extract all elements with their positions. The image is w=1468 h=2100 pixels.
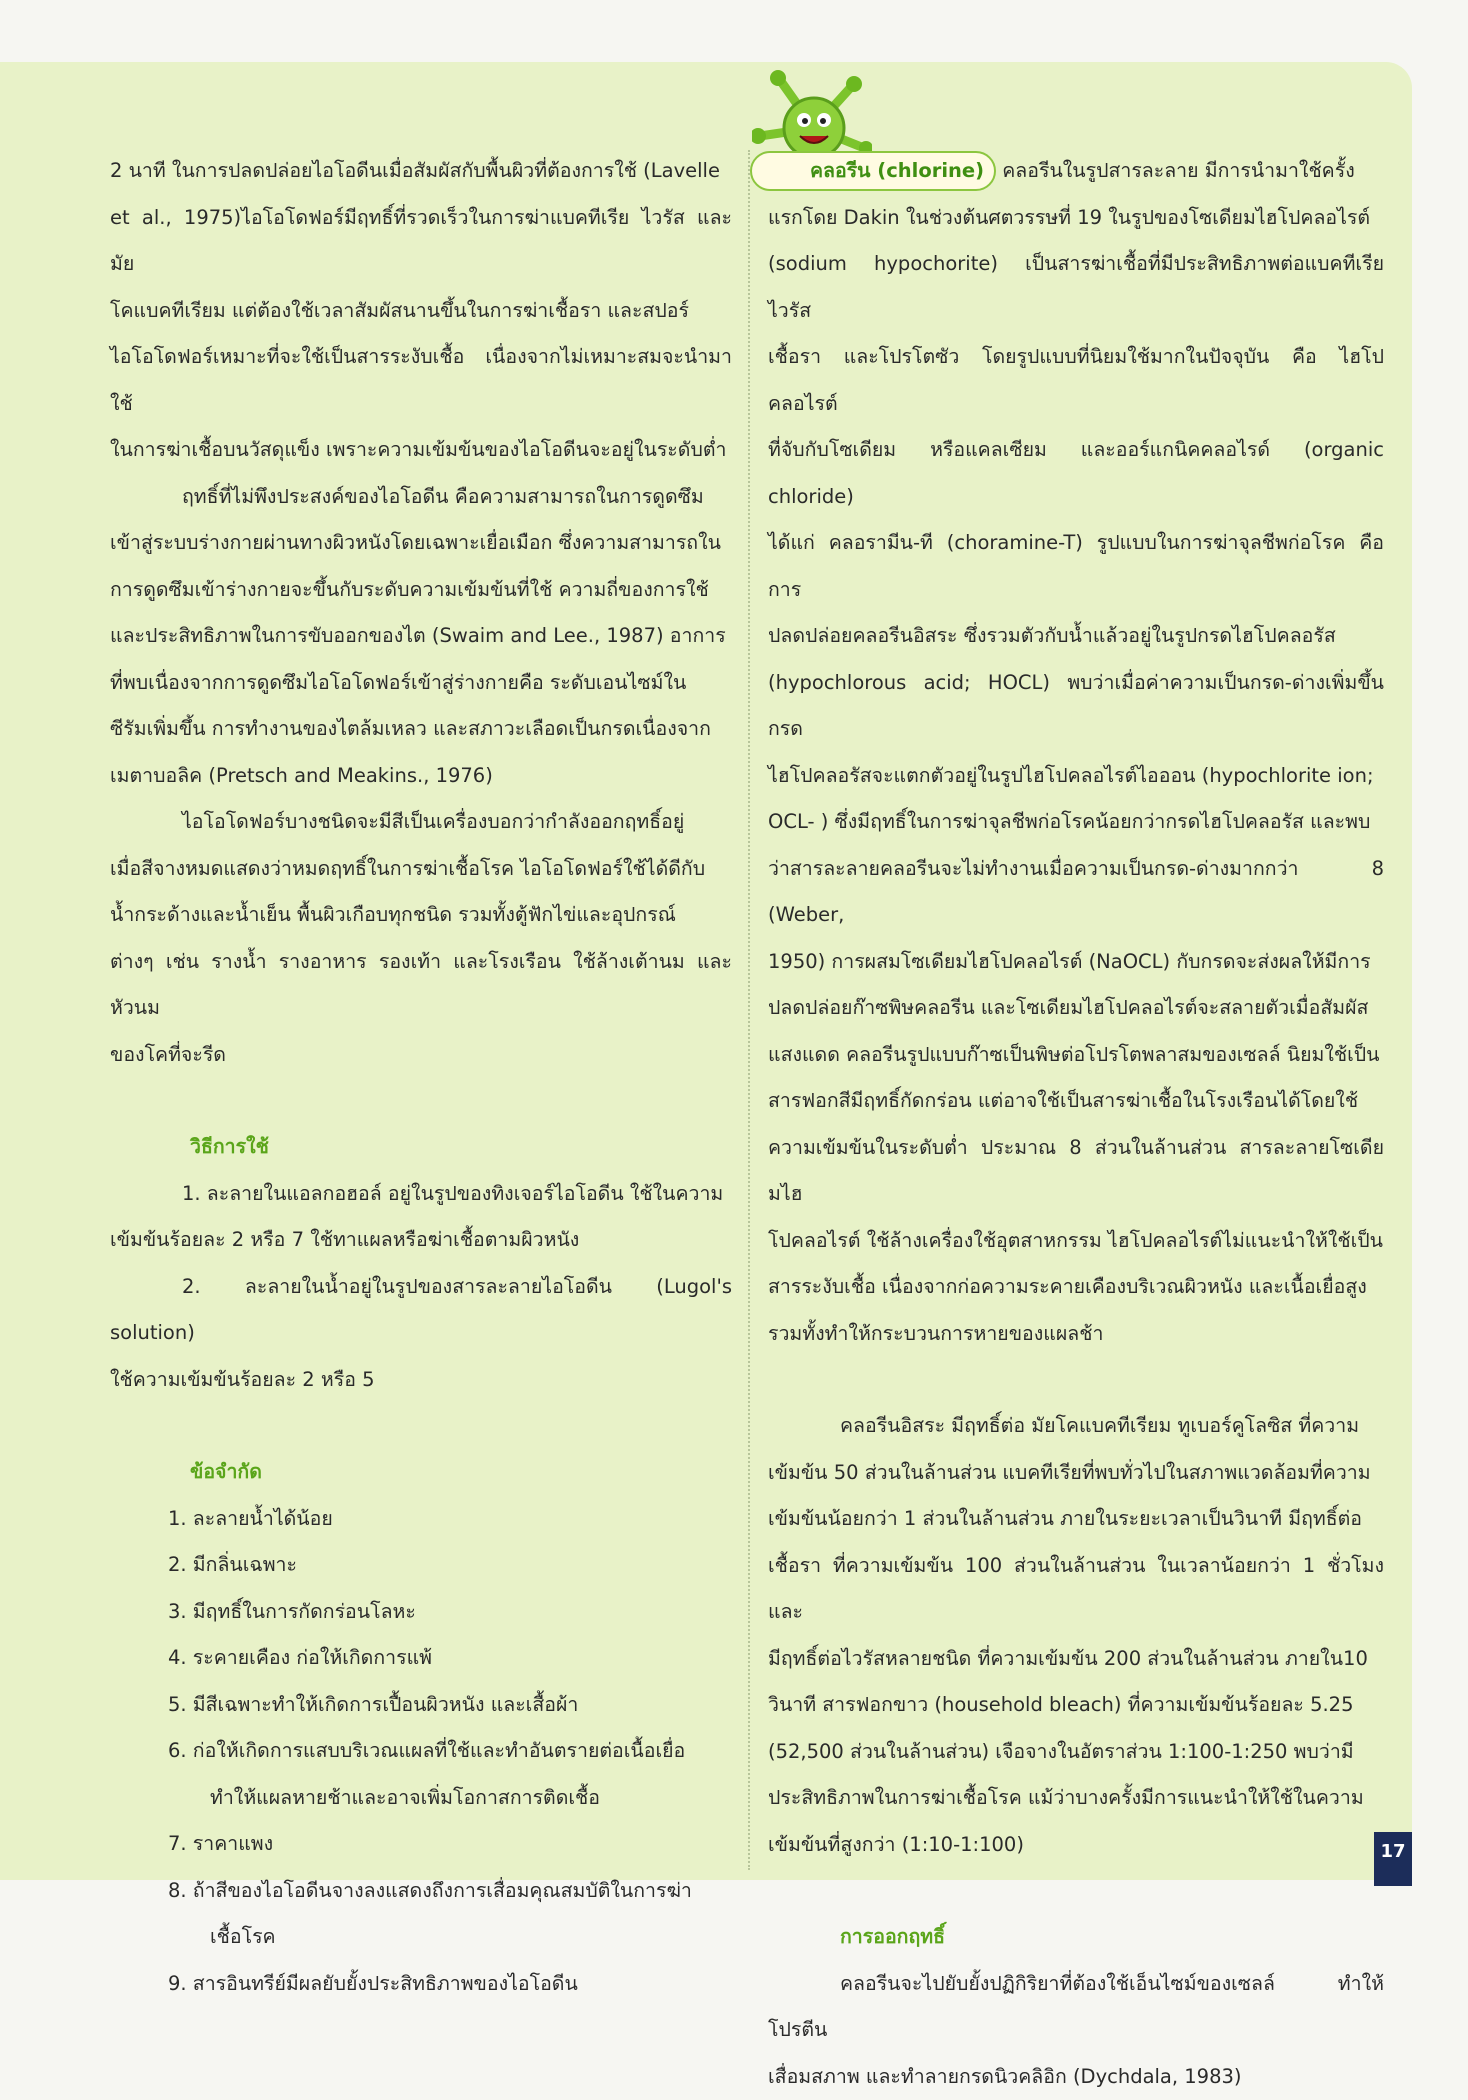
limit-item: ทำให้แผลหายช้าและอาจเพิ่มโอกาสการติดเชื้อ	[110, 1775, 732, 1822]
chlorine-line: ปลดปล่อยก๊าซพิษคลอรีน และโซเดียมไฮโปคลอไรต์จะสลายตัวเมื่อสัมผัส	[768, 985, 1384, 1032]
limit-item: 6. ก่อให้เกิดการแสบบริเวณแผลที่ใช้และทำอันตรายต่อเนื้อเยื่อ	[110, 1728, 732, 1775]
page-number: 17	[1374, 1832, 1412, 1886]
action-heading: การออกฤทธิ์	[768, 1914, 1384, 1961]
indicator-line: ไอโอโดฟอร์บางชนิดจะมีสีเป็นเครื่องบอกว่ากำลังออกฤทธิ์อยู่	[110, 799, 732, 846]
chlorine-line: เชื้อรา และโปรโตซัว โดยรูปแบบที่นิยมใช้มากในปัจจุบัน คือ ไฮโปคลอไรต์	[768, 334, 1384, 427]
chlorine-line: OCL- ) ซึ่งมีฤทธิ์ในการฆ่าจุลชีพก่อโรคน้อยกว่ากรดไฮโปคลอรัส และพบ	[768, 799, 1384, 846]
limit-item: 1. ละลายน้ำได้น้อย	[110, 1496, 732, 1543]
chlorine-label: คลอรีน (chlorine)	[750, 151, 996, 191]
free-chlorine-line: เข้มข้นน้อยกว่า 1 ส่วนในล้านส่วน ภายในระยะเวลาเป็นวินาที มีฤทธิ์ต่อ	[768, 1496, 1384, 1543]
chlorine-line: สารฟอกสีมีฤทธิ์กัดกร่อน แต่อาจใช้เป็นสารฆ่าเชื้อในโรงเรือนได้โดยใช้	[768, 1078, 1384, 1125]
chlorine-first-line	[768, 148, 1384, 195]
chlorine-line: สารระงับเชื้อ เนื่องจากก่อความระคายเคืองบริเวณผิวหนัง และเนื้อเยื่อสูง	[768, 1264, 1384, 1311]
indicator-line: ต่างๆ เช่น รางน้ำ รางอาหาร รองเท้า และโรงเรือน ใช้ล้างเต้านม และหัวนม	[110, 939, 732, 1032]
free-chlorine-line: เชื้อรา ที่ความเข้มข้น 100 ส่วนในล้านส่วน ในเวลาน้อยกว่า 1 ชั่วโมง และ	[768, 1543, 1384, 1636]
limit-item: 2. มีกลิ่นเฉพาะ	[110, 1542, 732, 1589]
free-chlorine-line: (52,500 ส่วนในล้านส่วน) เจือจางในอัตราส่วน 1:100-1:250 พบว่ามี	[768, 1729, 1384, 1776]
chlorine-line: โปคลอไรต์ ใช้ล้างเครื่องใช้อุตสาหกรรม ไฮโปคลอไรต์ไม่แนะนำให้ใช้เป็น	[768, 1218, 1384, 1265]
chlorine-line: 1950) การผสมโซเดียมไฮโปคลอไรต์ (NaOCL) กับกรดจะส่งผลให้มีการ	[768, 939, 1384, 986]
undesirable-line: เมตาบอลิค (Pretsch and Meakins., 1976)	[110, 753, 732, 800]
chlorine-line: ว่าสารละลายคลอรีนจะไม่ทำงานเมื่อความเป็นกรด-ด่างมากกว่า 8 (Weber,	[768, 846, 1384, 939]
chlorine-first-line-text: คลอรีนในรูปสารละลาย มีการนำมาใช้ครั้ง	[1002, 159, 1354, 182]
intro-line: ไอโอโดฟอร์เหมาะที่จะใช้เป็นสารระงับเชื้อ เนื่องจากไม่เหมาะสมจะนำมาใช้	[110, 334, 732, 427]
right-column	[768, 148, 1384, 2100]
usage-line: 2. ละลายในน้ำอยู่ในรูปของสารละลายไอโอดีน (Lugol's solution)	[110, 1264, 732, 1357]
action-line: คลอรีนจะไปยับยั้งปฏิกิริยาที่ต้องใช้เอ็นไซม์ของเซลล์ ทำให้โปรตีน	[768, 1961, 1384, 2054]
free-chlorine-line: คลอรีนอิสระ มีฤทธิ์ต่อ มัยโคแบคทีเรียม ทูเบอร์คูโลซิส ที่ความ	[768, 1403, 1384, 1450]
free-chlorine-line: มีฤทธิ์ต่อไวรัสหลายชนิด ที่ความเข้มข้น 200 ส่วนในล้านส่วน ภายใน10	[768, 1636, 1384, 1683]
intro-line: 2 นาที ในการปลดปล่อยไอโอดีนเมื่อสัมผัสกับพื้นผิวที่ต้องการใช้ (Lavelle	[110, 148, 732, 195]
limit-item: 3. มีฤทธิ์ในการกัดกร่อนโลหะ	[110, 1589, 732, 1636]
usage-line: เข้มข้นร้อยละ 2 หรือ 7 ใช้ทาแผลหรือฆ่าเชื้อตามผิวหนัง	[110, 1217, 732, 1264]
free-chlorine-line: ประสิทธิภาพในการฆ่าเชื้อโรค แม้ว่าบางครั้งมีการแนะนำให้ใช้ในความ	[768, 1775, 1384, 1822]
chlorine-line: (sodium hypochorite) เป็นสารฆ่าเชื้อที่มีประสิทธิภาพต่อแบคทีเรีย ไวรัส	[768, 241, 1384, 334]
limit-item: 5. มีสีเฉพาะทำให้เกิดการเปื้อนผิวหนัง และเสื้อผ้า	[110, 1682, 732, 1729]
chlorine-line: ไฮโปคลอรัสจะแตกตัวอยู่ในรูปไฮโปคลอไรต์ไอออน (hypochlorite ion;	[768, 753, 1384, 800]
chlorine-line: รวมทั้งทำให้กระบวนการหายของแผลช้า	[768, 1311, 1384, 1358]
indicator-line: น้ำกระด้างและน้ำเย็น พื้นผิวเกือบทุกชนิด รวมทั้งตู้ฟักไข่และอุปกรณ์	[110, 892, 732, 939]
free-chlorine-line: เข้มข้น 50 ส่วนในล้านส่วน แบคทีเรียที่พบทั่วไปในสภาพแวดล้อมที่ความ	[768, 1450, 1384, 1497]
limit-item: 4. ระคายเคือง ก่อให้เกิดการแพ้	[110, 1635, 732, 1682]
chlorine-line: แรกโดย Dakin ในช่วงต้นศตวรรษที่ 19 ในรูปของโซเดียมไฮโปคลอไรต์	[768, 195, 1384, 242]
limit-item: 9. สารอินทรีย์มีผลยับยั้งประสิทธิภาพของไอโอดีน	[110, 1961, 732, 2008]
chlorine-line: ที่จับกับโซเดียม หรือแคลเซียม และออร์แกนิคคลอไรด์ (organic chloride)	[768, 427, 1384, 520]
intro-line: ในการฆ่าเชื้อบนวัสดุแข็ง เพราะความเข้มข้นของไอโอดีนจะอยู่ในระดับต่ำ	[110, 427, 732, 474]
chlorine-line: ได้แก่ คลอรามีน-ที (choramine-T) รูปแบบในการฆ่าจุลชีพก่อโรค คือ การ	[768, 520, 1384, 613]
chlorine-line: แสงแดด คลอรีนรูปแบบก๊าซเป็นพิษต่อโปรโตพลาสมของเซลล์ นิยมใช้เป็น	[768, 1032, 1384, 1079]
limit-item: 7. ราคาแพง	[110, 1821, 732, 1868]
undesirable-line: และประสิทธิภาพในการขับออกของไต (Swaim and Lee., 1987) อาการ	[110, 613, 732, 660]
limit-item: เชื้อโรค	[110, 1914, 732, 1961]
chlorine-line: ปลดปล่อยคลอรีนอิสระ ซึ่งรวมตัวกับน้ำแล้วอยู่ในรูปกรดไฮโปคลอรัส	[768, 613, 1384, 660]
usage-line: 1. ละลายในแอลกอฮอล์ อยู่ในรูปของทิงเจอร์ไอโอดีน ใช้ในความ	[110, 1171, 732, 1218]
limit-item: 8. ถ้าสีของไอโอดีนจางลงแสดงถึงการเสื่อมคุณสมบัติในการฆ่า	[110, 1868, 732, 1915]
intro-line: et al., 1975)ไอโอโดฟอร์มีฤทธิ์ที่รวดเร็วในการฆ่าแบคทีเรีย ไวรัส และมัย	[110, 195, 732, 288]
undesirable-line: ซีรัมเพิ่มขึ้น การทำงานของไตล้มเหลว และสภาวะเลือดเป็นกรดเนื่องจาก	[110, 706, 732, 753]
column-divider	[748, 150, 750, 1870]
undesirable-line: ฤทธิ์ที่ไม่พึงประสงค์ของไอโอดีน คือความสามารถในการดูดซึม	[110, 474, 732, 521]
limits-heading: ข้อจำกัด	[110, 1449, 732, 1496]
intro-line: โคแบคทีเรียม แต่ต้องใช้เวลาสัมผัสนานขึ้นในการฆ่าเชื้อรา และสปอร์	[110, 288, 732, 335]
free-chlorine-line: วินาที สารฟอกขาว (household bleach) ที่ความเข้มข้นร้อยละ 5.25	[768, 1682, 1384, 1729]
usage-line: ใช้ความเข้มข้นร้อยละ 2 หรือ 5	[110, 1357, 732, 1404]
usage-heading: วิธีการใช้	[110, 1124, 732, 1171]
undesirable-line: เข้าสู่ระบบร่างกายผ่านทางผิวหนังโดยเฉพาะเยื่อเมือก ซึ่งความสามารถใน	[110, 520, 732, 567]
action-line: เสื่อมสภาพ และทำลายกรดนิวคลิอิก (Dychdala, 1983)	[768, 2054, 1384, 2100]
chlorine-line: ความเข้มข้นในระดับต่ำ ประมาณ 8 ส่วนในล้านส่วน สารละลายโซเดียมไฮ	[768, 1125, 1384, 1218]
undesirable-line: การดูดซึมเข้าร่างกายจะขึ้นกับระดับความเข้มข้นที่ใช้ ความถี่ของการใช้	[110, 567, 732, 614]
free-chlorine-line: เข้มข้นที่สูงกว่า (1:10-1:100)	[768, 1822, 1384, 1869]
undesirable-line: ที่พบเนื่องจากการดูดซึมไอโอโดฟอร์เข้าสู่ร่างกายคือ ระดับเอนไซม์ใน	[110, 660, 732, 707]
chlorine-line: (hypochlorous acid; HOCL) พบว่าเมื่อค่าความเป็นกรด-ด่างเพิ่มขึ้น กรด	[768, 660, 1384, 753]
indicator-line: ของโคที่จะรีด	[110, 1032, 732, 1079]
left-column	[110, 148, 732, 2007]
indicator-line: เมื่อสีจางหมดแสดงว่าหมดฤทธิ์ในการฆ่าเชื้อโรค ไอโอโดฟอร์ใช้ได้ดีกับ	[110, 846, 732, 893]
